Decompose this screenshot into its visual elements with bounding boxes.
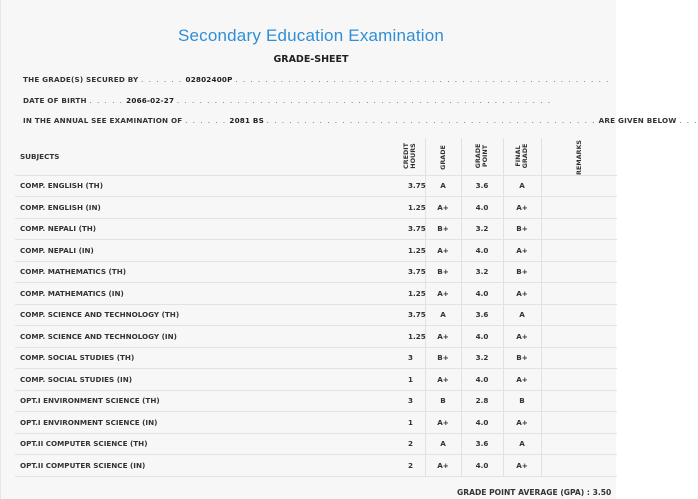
grade-point-cell: 4.0 [461, 455, 503, 477]
grade-label: GRADE [438, 144, 447, 170]
final-grade-cell: B+ [503, 347, 541, 369]
credit-hours-cell: 1 [395, 369, 425, 391]
grade-cell: B [425, 390, 461, 412]
remarks-cell [541, 433, 617, 455]
credit-hours-cell: 1 [395, 412, 425, 434]
grade-point-cell: 4.0 [461, 283, 503, 305]
remarks-cell [541, 326, 617, 348]
credit-hours-cell: 2 [395, 433, 425, 455]
final-grade-cell: B+ [503, 218, 541, 240]
grade-point-cell: 3.2 [461, 218, 503, 240]
grade-point-cell: 3.6 [461, 433, 503, 455]
leader-dots: . . . . . . [141, 75, 183, 84]
subject-cell: OPT.II COMPUTER SCIENCE (IN) [15, 455, 395, 477]
table-row [15, 347, 617, 369]
credit-hours-cell: 3.75 [395, 261, 425, 283]
table-row [15, 261, 617, 283]
subject-cell: COMP. NEPALI (TH) [15, 218, 395, 240]
grade-cell: A+ [425, 369, 461, 391]
grade-point-cell: 3.2 [461, 347, 503, 369]
grade-cell: A+ [425, 326, 461, 348]
remarks-cell [541, 390, 617, 412]
subject-cell: OPT.II COMPUTER SCIENCE (TH) [15, 433, 395, 455]
grade-point-label: GRADE POINT [474, 143, 489, 169]
final-grade-cell: A+ [503, 197, 541, 219]
subject-cell: COMP. ENGLISH (IN) [15, 197, 395, 219]
leader-dots: . . . . . . [185, 116, 227, 125]
header-final-grade [503, 138, 541, 175]
remarks-cell [541, 175, 617, 197]
credit-hours-cell: 1.25 [395, 197, 425, 219]
subject-cell: OPT.I ENVIRONMENT SCIENCE (TH) [15, 390, 395, 412]
remarks-cell [541, 261, 617, 283]
credit-hours-cell: 3 [395, 390, 425, 412]
secured-by-label: THE GRADE(S) SECURED BY [23, 75, 139, 84]
grade-cell: A [425, 304, 461, 326]
grades-table [15, 138, 617, 477]
info-exam [23, 116, 698, 125]
leader-dots: . . . . . . . . . . . . . . . . . . . . . . . . . . . . . . . . . . . . . . . . . . . . . . . . . . [235, 75, 610, 84]
final-grade-cell: A [503, 304, 541, 326]
table-row [15, 304, 617, 326]
subject-cell: COMP. SCIENCE AND TECHNOLOGY (IN) [15, 326, 395, 348]
table-row [15, 390, 617, 412]
page-subtitle: GRADE-SHEET [273, 54, 349, 65]
subject-cell: OPT.I ENVIRONMENT SCIENCE (IN) [15, 412, 395, 434]
remarks-cell [541, 369, 617, 391]
subject-cell: COMP. SOCIAL STUDIES (TH) [15, 347, 395, 369]
table-header-row [15, 138, 617, 175]
table-row [15, 412, 617, 434]
page-title: Secondary Education Examination [177, 26, 445, 45]
credit-hours-cell: 3.75 [395, 175, 425, 197]
dob-label: DATE OF BIRTH [23, 96, 87, 105]
credit-hours-cell: 1.25 [395, 283, 425, 305]
final-grade-cell: A+ [503, 240, 541, 262]
remarks-cell [541, 218, 617, 240]
exam-suffix: ARE GIVEN BELOW [598, 116, 677, 125]
grade-cell: A+ [425, 455, 461, 477]
credit-hours-label: CREDIT HOURS [401, 143, 417, 170]
table-row [15, 326, 617, 348]
subject-cell: COMP. SCIENCE AND TECHNOLOGY (TH) [15, 304, 395, 326]
leader-dots: . . . . . . . . . . . . . . . . . . . . . . . . . . . . . . . . . . . . . . . . . . . . . . . . . . [176, 96, 552, 105]
remarks-cell [541, 455, 617, 477]
grade-cell: B+ [425, 218, 461, 240]
grade-cell: B+ [425, 261, 461, 283]
remarks-cell [541, 240, 617, 262]
table-row [15, 218, 617, 240]
grade-cell: B+ [425, 347, 461, 369]
dob-value: 2066-02-27 [126, 96, 175, 105]
exam-year: 2081 BS [229, 116, 264, 125]
table-row [15, 283, 617, 305]
remarks-cell [541, 197, 617, 219]
credit-hours-cell: 1.25 [395, 326, 425, 348]
grade-point-cell: 3.6 [461, 304, 503, 326]
final-grade-cell: A+ [503, 369, 541, 391]
final-grade-cell: B [503, 390, 541, 412]
table-row [15, 369, 617, 391]
header-grade-point [461, 138, 503, 175]
subject-cell: COMP. MATHEMATICS (TH) [15, 261, 395, 283]
grade-cell: A+ [425, 197, 461, 219]
final-grade-cell: A+ [503, 412, 541, 434]
table-row [15, 240, 617, 262]
grade-point-cell: 2.8 [461, 390, 503, 412]
grade-cell: A+ [425, 240, 461, 262]
table-row [15, 197, 617, 219]
grade-cell: A [425, 433, 461, 455]
symbol-number: 02802400P [185, 75, 233, 84]
grade-cell: A [425, 175, 461, 197]
final-grade-cell: A [503, 175, 541, 197]
grade-point-cell: 4.0 [461, 240, 503, 262]
header-grade [425, 138, 461, 175]
credit-hours-cell: 3 [395, 347, 425, 369]
grades-body [15, 175, 617, 476]
grade-point-cell: 3.2 [461, 261, 503, 283]
table-row [15, 433, 617, 455]
remarks-cell [541, 283, 617, 305]
remarks-label: REMARKS [574, 139, 583, 175]
gpa-summary: GRADE POINT AVERAGE (GPA) : 3.50 [457, 488, 612, 497]
final-grade-cell: A [503, 433, 541, 455]
subject-cell: COMP. NEPALI (IN) [15, 240, 395, 262]
leader-dots: . . . . . . . . . . . . . . . . . . . . . . . . . . . . . . . . . . . . . . . . . . . . [266, 116, 596, 125]
credit-hours-cell: 3.75 [395, 304, 425, 326]
final-grade-cell: A+ [503, 326, 541, 348]
exam-label: IN THE ANNUAL SEE EXAMINATION OF [23, 116, 183, 125]
final-grade-label: FINAL GRADE [514, 143, 529, 169]
header-subjects: SUBJECTS [15, 138, 395, 175]
leader-dots: . . . [679, 116, 698, 125]
info-secured-by [23, 75, 610, 84]
table-row [15, 455, 617, 477]
grade-point-cell: 4.0 [461, 326, 503, 348]
grade-cell: A+ [425, 283, 461, 305]
credit-hours-cell: 1.25 [395, 240, 425, 262]
remarks-cell [541, 347, 617, 369]
subject-cell: COMP. ENGLISH (TH) [15, 175, 395, 197]
credit-hours-cell: 3.75 [395, 218, 425, 240]
credit-hours-cell: 2 [395, 455, 425, 477]
remarks-cell [541, 412, 617, 434]
header-credit-hours [395, 138, 425, 175]
final-grade-cell: A+ [503, 455, 541, 477]
grade-point-cell: 4.0 [461, 412, 503, 434]
grade-cell: A+ [425, 412, 461, 434]
final-grade-cell: A+ [503, 283, 541, 305]
grade-point-cell: 3.6 [461, 175, 503, 197]
leader-dots: . . . . . [89, 96, 124, 105]
subject-cell: COMP. SOCIAL STUDIES (IN) [15, 369, 395, 391]
info-dob [23, 96, 552, 105]
table-row [15, 175, 617, 197]
grade-point-cell: 4.0 [461, 369, 503, 391]
subject-cell: COMP. MATHEMATICS (IN) [15, 283, 395, 305]
final-grade-cell: B+ [503, 261, 541, 283]
remarks-cell [541, 304, 617, 326]
header-remarks [541, 138, 617, 175]
grade-point-cell: 4.0 [461, 197, 503, 219]
